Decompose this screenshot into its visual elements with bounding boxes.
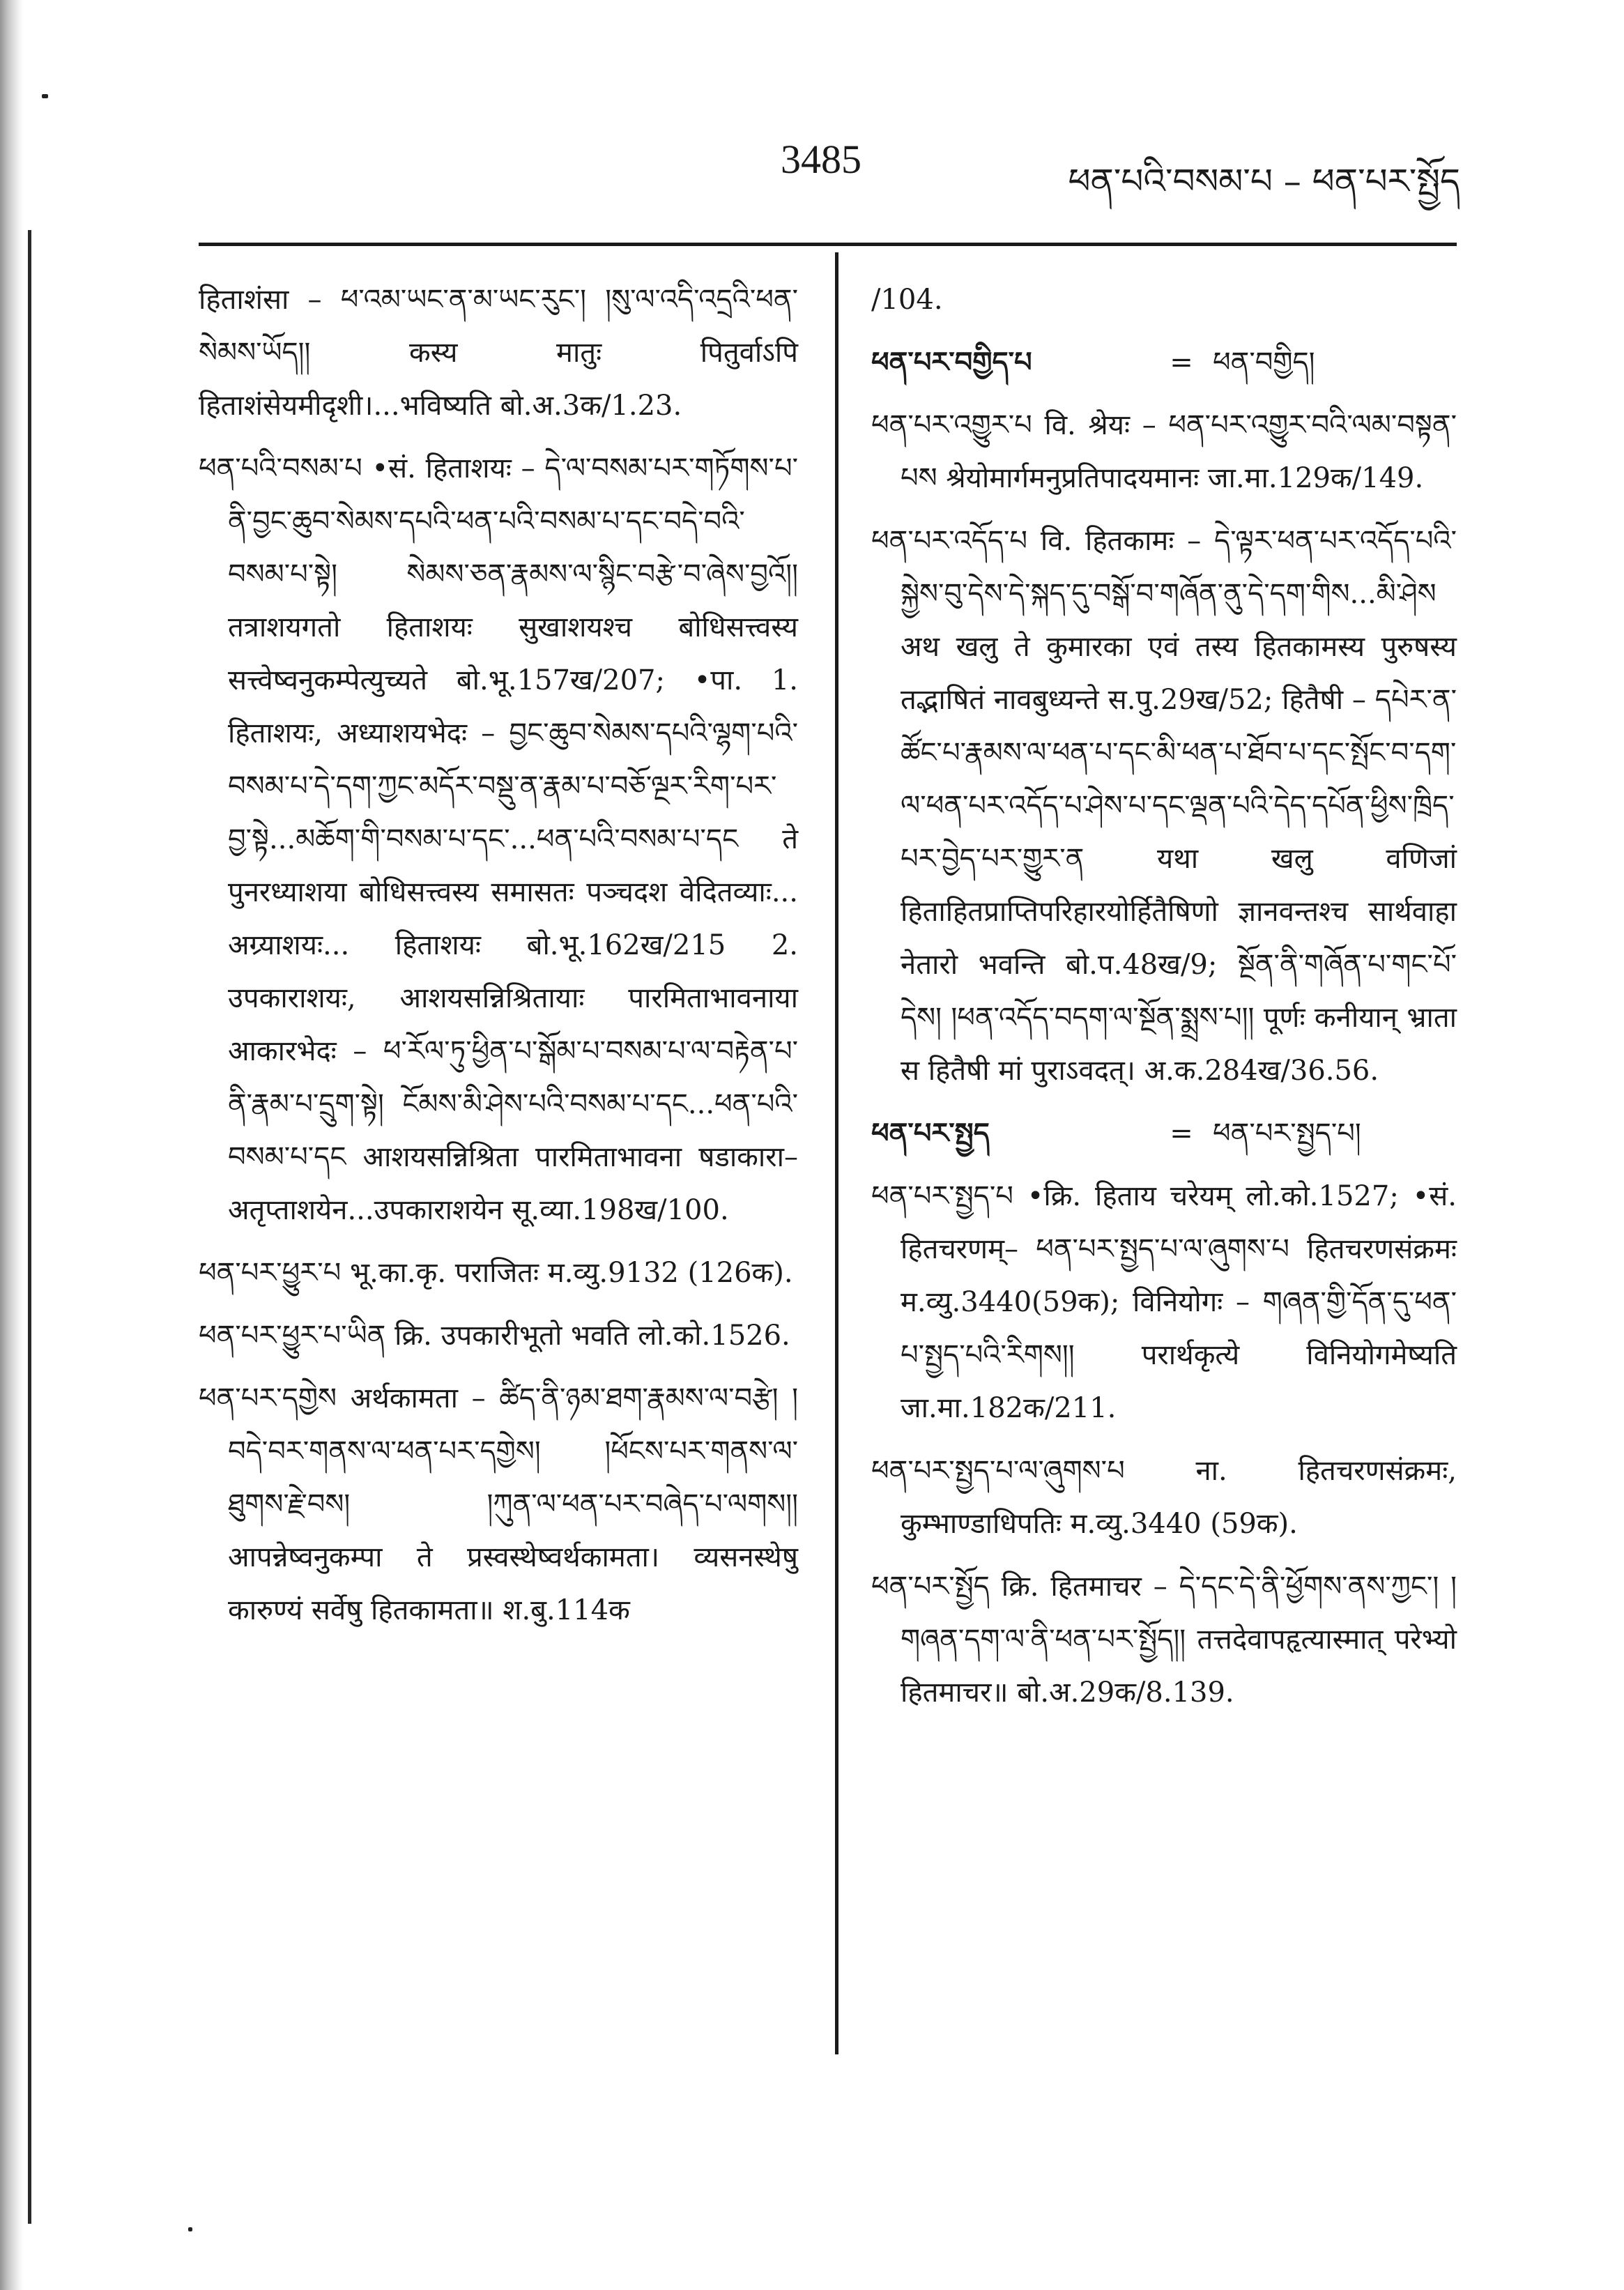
column-divider [835,252,838,2054]
dictionary-entry: ཕན་པར་ཕྱུར་པ་ཡིན क्रि. उपकारीभूतो भवति लो.को.1526. [199,1320,790,1352]
entry-continuation: /104. [871,284,943,316]
cross-reference-target: ཕན་བགྱིད། [1213,346,1315,379]
dictionary-entry: ཕན་པར་ཕྱུར་པ भू.का.कृ. पराजितः म.व्यु.9132 (126क). [199,1257,793,1289]
running-head: ཕན་པའི་བསམ་པ – ཕན་པར་སྤྱོད [1068,161,1460,201]
cross-reference-entry [871,1107,1457,1160]
equals-sign: = [1170,1117,1193,1150]
dictionary-entry: ཕན་པར་སྤྱད་པ •क्रि. हिताय चरेयम् लो.को.1527; •सं. हितचरणम्– ཕན་པར་སྤྱད་པ་ལ་ཞུགས་པ हितचरणसंक्रमः म.व्यु.3440(59क); विनियोगः – གཞན་གྱི་དོན་དུ་ཕན་པ་སྤྱད་པའི་རིགས།། परार्थकृत्ये विनियोगमेष्यति जा.मा.182क/211. [871,1180,1457,1424]
dictionary-entry: ཕན་པར་འགྱུར་པ वि. श्रेयः – ཕན་པར་འགྱུར་བའི་ལམ་བསྟན་པས श्रेयोमार्गमनुप्रतिपादयमानः जा.मा.129क/149. [871,409,1457,494]
cross-reference-headword: ཕན་པར་སྤྱད [871,1117,990,1150]
right-column [871,273,1457,1729]
dictionary-entry: ཕན་པའི་བསམ་པ •सं. हिताशयः – དེ་ལ་བསམ་པར་གཏོགས་པ་ནི་བྱང་ཆུབ་སེམས་དཔའི་ཕན་པའི་བསམ་པ་དང་བདེ་བའི་བསམ་པ་སྟེ། སེམས་ཅན་རྣམས་ལ་སྙིང་བརྩེ་བ་ཞེས་བྱའོ།། तत्राशयगतो हिताशयः सुखाशयश्च बोधिसत्त्वस्य सत्त्वेष्वनुकम्पेत्युच्यते बो.भू.157ख/207; •पा. 1. हिताशयः, अध्याशयभेदः – བྱང་ཆུབ་སེམས་དཔའི་ལྷག་པའི་བསམ་པ་དེ་དག་ཀྱང་མདོར་བསྡུ་ན་རྣམ་པ་བཅོ་ལྔར་རིག་པར་བྱ་སྟེ...མཆོག་གི་བསམ་པ་དང་...ཕན་པའི་བསམ་པ་དང ते पुनरध्याशया बोधिसत्त्वस्य समासतः पञ्चदश वेदितव्याः... अग्र्याशयः... हिताशयः बो.भू.162ख/215 2. उपकाराशयः, आशयसन्निश्रितायाः पारमिताभावनाया आकारभेदः – ཕ་རོལ་ཏུ་ཕྱིན་པ་སྒོམ་པ་བསམ་པ་ལ་བརྟེན་པ་ནི་རྣམ་པ་དྲུག་སྟེ། ངོམས་མི་ཤེས་པའི་བསམ་པ་དང...ཕན་པའི་བསམ་པ་དང आशयसन्निश्रिता पारमिताभावना षडाकारा–अतृप्ताशयेन...उपकाराशयेन सू.व्या.198ख/100. [199,452,798,1226]
page-number: 3485 [781,137,861,182]
dictionary-entry: ཕན་པར་དགྱེས अर्थकामता – ཚིད་ནི་ཉམ་ཐག་རྣམས་ལ་བརྩེ། །བདེ་བར་གནས་ལ་ཕན་པར་དགྱེས། །ཕོངས་པར་གནས་ལ་ཐུགས་རྗེ་བས། །ཀུན་ལ་ཕན་པར་བཞེད་པ་ལགས།། आपन्नेष्वनुकम्पा ते प्रस्वस्थेष्वर्थकामता। व्यसनस्थेषु कारुण्यं सर्वेषु हितकामता॥ श.बु.114क [199,1382,798,1626]
dictionary-entry: ཕན་པར་སྤྱོད क्रि. हितमाचर – དེ་དང་དེ་ནི་ཕྱོགས་ནས་ཀྱང་། །གཞན་དག་ལ་ནི་ཕན་པར་སྤྱོད།། तत्तदेवापहृत्यास्मात् परेभ्यो हितमाचर॥ बो.अ.29क/8.139. [871,1571,1457,1709]
dictionary-entry: हिताशंसा – ཕ་འམ་ཡང་ན་མ་ཡང་རུང་། །སུ་ལ་འདི་འདྲའི་ཕན་སེམས་ཡོད།། कस्य मातुः पितुर्वाऽपि हिताशंसेयमीदृशी।...भविष्यति बो.अ.3क/1.23. [199,284,798,422]
dictionary-entry: ཕན་པར་སྤྱད་པ་ལ་ཞུགས་པ ना. हितचरणसंक्रमः, कुम्भाण्डाधिपतिः म.व्यु.3440 (59क). [871,1455,1457,1540]
scan-speck [188,2227,192,2231]
equals-sign: = [1170,346,1193,379]
dictionary-entry: ཕན་པར་འདོད་པ वि. हितकामः – དེ་ལྟར་ཕན་པར་འདོད་པའི་སྐྱེས་བུ་དེས་དེ་སྐད་དུ་བསྒོ་བ་གཞོན་ནུ་དེ་དག་གིས...མི་ཤེས अथ खलु ते कुमारका एवं तस्य हितकामस्य पुरुषस्य तद्भाषितं नावबुध्यन्ते स.पु.29ख/52; हितैषी – དཔེར་ན་ཚོང་པ་རྣམས་ལ་ཕན་པ་དང་མི་ཕན་པ་ཐོབ་པ་དང་སྤོང་བ་དག་ལ་ཕན་པར་འདོད་པ་ཤེས་པ་དང་ལྡན་པའི་དེད་དཔོན་ཕྱིས་ཁྲིད་པར་བྱེད་པར་གྱུར་ན यथा खलु वणिजां हिताहितप्राप्तिपरिहारयोर्हितैषिणो ज्ञानवन्तश्च सार्थवाहा नेतारो भवन्ति बो.प.48ख/9; སྔོན་ནི་གཞོན་པ་གང་པོ་དེས། །ཕན་འདོད་བདག་ལ་སྔོན་སྨྲས་པ།། पूर्णः कनीयान् भ्राता स हितैषी मां पुराऽवदत्। अ.क.284ख/36.56. [871,525,1457,1087]
page-spine-shadow [0,0,24,2290]
left-column [199,273,798,1647]
header-rule [199,243,1457,246]
cross-reference-target: ཕན་པར་སྤྱད་པ། [1213,1117,1361,1150]
cross-reference-entry [871,336,1457,389]
page-spine-edge [28,230,31,2224]
scan-speck [42,94,48,98]
cross-reference-headword: ཕན་པར་བགྱིད་པ [871,346,1032,379]
